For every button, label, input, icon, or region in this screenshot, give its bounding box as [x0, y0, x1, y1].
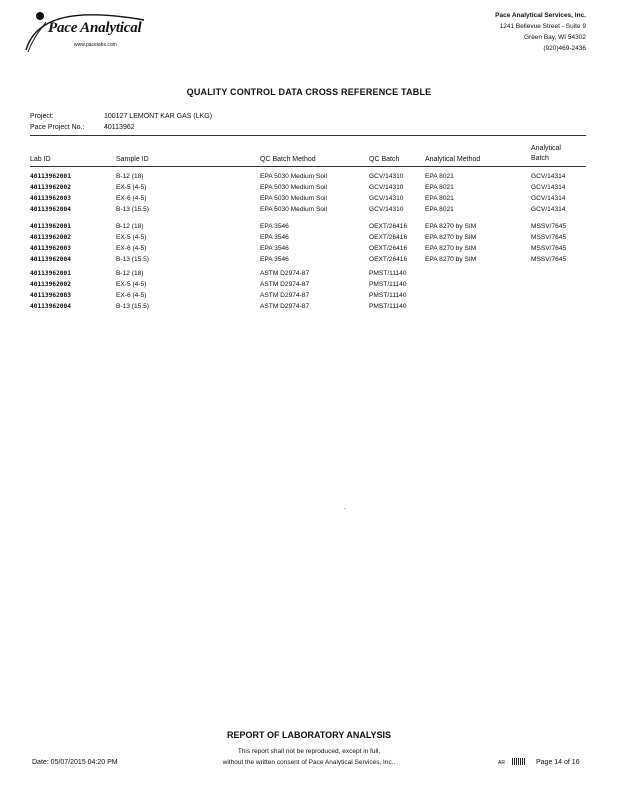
cell-amethod: EPA 8021 [425, 184, 454, 191]
cell-method: EPA 3546 [260, 223, 289, 230]
cell-sample: EX-5 (4-5) [116, 281, 147, 288]
cell-batch: PMST/11140 [369, 281, 407, 288]
project-value: 100127 LEMONT KAR GAS (LKG) [104, 113, 213, 120]
cell-lab: 40113962003 [30, 195, 71, 202]
cell-lab: 40113962001 [30, 223, 71, 230]
cell-batch: GCV/14310 [369, 184, 404, 191]
cell-sample: B-13 (15.5) [116, 206, 149, 213]
header-analytical-batch-line1: Analytical [531, 145, 561, 152]
cell-amethod: EPA 8270 by SIM [425, 245, 477, 252]
cell-amethod: EPA 8270 by SIM [425, 234, 477, 241]
divider [30, 166, 586, 167]
scan-speck: . [344, 505, 346, 511]
pace-project-label: Pace Project No.: [30, 124, 85, 131]
header-analytical-method: Analytical Method [425, 156, 481, 163]
cell-amethod: EPA 8021 [425, 206, 454, 213]
report-date: Date: 05/07/2015 04:20 PM [32, 759, 118, 766]
cell-lab: 40113962001 [30, 173, 71, 180]
page-title: QUALITY CONTROL DATA CROSS REFERENCE TABLE [186, 87, 432, 97]
note-line: without the written consent of Pace Analytical Services, Inc.. [222, 759, 396, 766]
address-line: 1241 Bellevue Street - Suite 9 [499, 23, 586, 30]
cell-lab: 40113962002 [30, 234, 71, 241]
cell-amethod: EPA 8270 by SIM [425, 223, 477, 230]
cell-method: ASTM D2974-87 [260, 281, 310, 288]
project-label: Project: [30, 113, 54, 120]
cell-method: ASTM D2974-87 [260, 303, 310, 310]
cell-method: EPA 5030 Medium Soil [260, 184, 327, 191]
cell-lab: 40113962001 [30, 270, 71, 277]
cell-lab: 40113962002 [30, 281, 71, 288]
cell-abatch: GCV/14314 [531, 206, 566, 213]
cell-sample: EX-5 (4-5) [116, 184, 147, 191]
cell-sample: EX-6 (4-5) [116, 292, 147, 299]
cell-method: EPA 5030 Medium Soil [260, 195, 327, 202]
cell-amethod: EPA 8021 [425, 173, 454, 180]
cell-method: EPA 5030 Medium Soil [260, 173, 327, 180]
header-sample-id: Sample ID [116, 156, 149, 163]
cell-amethod: EPA 8021 [425, 195, 454, 202]
cell-batch: GCV/14310 [369, 206, 404, 213]
logo-text: Pace Analytical [48, 20, 142, 36]
cell-abatch: MSSV/7645 [531, 223, 567, 230]
cell-abatch: GCV/14314 [531, 195, 566, 202]
cell-abatch: GCV/14314 [531, 184, 566, 191]
note-line: This report shall not be reproduced, except in full, [237, 748, 381, 755]
header-analytical-batch [531, 144, 561, 164]
cell-method: EPA 5030 Medium Soil [260, 206, 327, 213]
cell-batch: PMST/11140 [369, 303, 407, 310]
cell-batch: OEXT/26416 [369, 245, 408, 252]
barcode-icon [512, 758, 526, 765]
lab-address [495, 10, 586, 54]
cell-sample: B-12 (18) [116, 270, 144, 277]
header-qc-batch-method: QC Batch Method [260, 156, 316, 163]
cell-sample: B-12 (18) [116, 223, 144, 230]
header-analytical-batch-line2: Batch [531, 155, 549, 162]
cell-abatch: MSSV/7645 [531, 245, 567, 252]
cell-batch: OEXT/26416 [369, 256, 408, 263]
cell-batch: PMST/11140 [369, 292, 407, 299]
address-line: Pace Analytical Services, Inc. [495, 12, 586, 19]
initials: AR [498, 760, 505, 766]
cell-batch: GCV/14310 [369, 195, 404, 202]
cell-method: ASTM D2974-87 [260, 292, 310, 299]
report-title: REPORT OF LABORATORY ANALYSIS [226, 730, 392, 740]
cell-lab: 40113962004 [30, 206, 71, 213]
cell-sample: B-12 (18) [116, 173, 144, 180]
cell-sample: EX-6 (4-5) [116, 245, 147, 252]
divider [30, 135, 586, 136]
cell-sample: EX-5 (4-5) [116, 234, 147, 241]
logo-url: www.pacelabs.com [74, 42, 117, 48]
cell-method: ASTM D2974-87 [260, 270, 310, 277]
project-info [30, 111, 212, 133]
cell-lab: 40113962003 [30, 292, 71, 299]
cell-abatch: MSSV/7645 [531, 234, 567, 241]
cell-method: EPA 3546 [260, 245, 289, 252]
header-qc-batch: QC Batch [369, 156, 400, 163]
cell-abatch: GCV/14314 [531, 173, 566, 180]
cell-method: EPA 3546 [260, 234, 289, 241]
address-line: Green Bay, WI 54302 [523, 34, 586, 41]
cell-sample: B-13 (15.5) [116, 303, 149, 310]
cell-method: EPA 3546 [260, 256, 289, 263]
page-number: Page 14 of 16 [536, 759, 580, 766]
cell-sample: EX-6 (4-5) [116, 195, 147, 202]
cell-batch: PMST/11140 [369, 270, 407, 277]
cell-abatch: MSSV/7645 [531, 256, 567, 263]
cell-batch: GCV/14310 [369, 173, 404, 180]
cell-lab: 40113962004 [30, 303, 71, 310]
cell-amethod: EPA 8270 by SIM [425, 256, 477, 263]
header-lab-id: Lab ID [30, 156, 51, 163]
cell-batch: OEXT/26416 [369, 223, 408, 230]
cell-lab: 40113962003 [30, 245, 71, 252]
address-line: (920)469-2436 [543, 45, 586, 52]
pace-project-value: 40113962 [104, 124, 135, 131]
cell-lab: 40113962002 [30, 184, 71, 191]
cell-lab: 40113962004 [30, 256, 71, 263]
cell-sample: B-13 (15.5) [116, 256, 149, 263]
cell-batch: OEXT/26416 [369, 234, 408, 241]
